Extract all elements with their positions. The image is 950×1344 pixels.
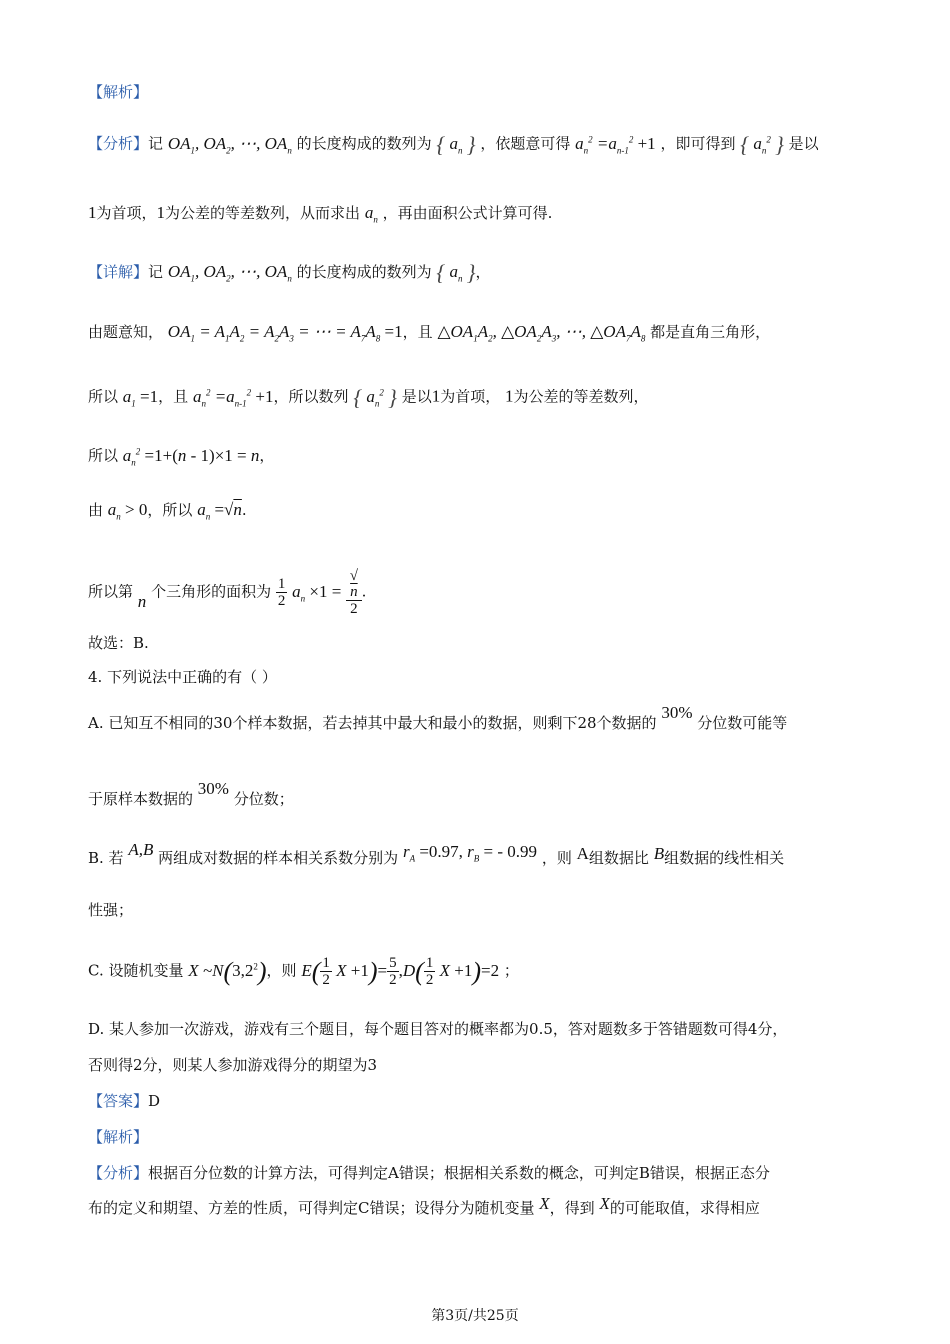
option-b-line-1: B. 若 A,B 两组成对数据的样本相关系数分别为 $r_A =0.97$, $r_B$ = - 0.99 ，则 A组数据比 B组数据的线性相关 [88,840,785,867]
jiexi-tag: 【解析】 [88,83,149,101]
detail-line-1: 【详解】记 $OA_1$, $OA_2$, ⋯, $OA_n$ 的长度构成的数列为 { $a_n$ }， [88,260,491,286]
detail-line-6: 所以第 n 个三角形的面积为 $\frac{1}{2}$ $a_n \times 1$ = √ n 2 . [88,568,367,617]
question-4-stem: 4. 下列说法中正确的有（ ） [88,668,277,686]
formula-expectation-variance: E( $\frac{1}{2}$ X +1)= $\frac{5}{2}$ ,D( $\frac{1}{2}$ X +1)=2 [301,955,500,989]
option-b-line-2: 性强； [88,901,134,919]
formula-area: √ n 2 [346,568,362,617]
option-a-line-2: 于原样本数据的 30% 分位数； [88,779,294,808]
detail-line-3: 所以 $a_1 =1$，且 $a_n^2 =a_{n-1}^2 +1$，所以数列 { $a_n^2$ } 是以1为首项， 1为公差的等差数列， [88,384,649,410]
formula-recurrence: $a_n^2 =a_{n-1}^2 +1$ [575,133,656,156]
option-d-line-2: 否则得2分，则某人参加游戏得分的期望为3 [88,1056,378,1074]
formula-an2-equals-n: $a_n^2 =1+(n - 1)\times 1 = n$ [122,445,260,468]
detail-tag: 【详解】 [88,263,149,281]
choice-line: 故选：B. [88,634,149,652]
formula-triangles: $\triangle OA_1A_2$, $\triangle OA_2A_3$, ⋯, $\triangle OA_7A_8$ [437,322,646,344]
option-a-line-1: A. 已知互不相同的30个样本数据，若去掉其中最大和最小的数据，则剩下28个数据的 30% 分位数可能等 [88,703,788,732]
jiexi-tag-2: 【解析】 [88,1128,149,1146]
option-c-line: C. 设随机变量 X $\sim N(3,2^2)$，则 E( $\frac{1}{2}$ X +1)= $\frac{5}{2}$ ,D( $\frac{1}{2}$ X +1)=2 ； [88,955,519,989]
formula-seq-an2: { $a_n^2$ } [740,131,784,157]
detail-line-5: 由 $a_n > 0$，所以 $a_n =√n$. [88,500,247,522]
formula-an-sqrt: $a_n =√n$ [197,500,242,522]
analysis-tag: 【分析】 [88,134,149,153]
q4-analysis-line-2: 布的定义和期望、方差的性质，可得判定C错误；设得分为随机变量 X，得到 X的可能取值，求得相应 [88,1194,760,1217]
analysis-line-2: 1为首项，1为公差的等差数列，从而求出 $a_n$ ，再由面积公式计算可得. [88,203,553,225]
formula-seq-an: { $a_n$ } [436,131,476,157]
q4-analysis-line-1: 【分析】根据百分位数的计算方法，可得判定A错误；根据相关系数的概念，可判定B错误，根据正态分 [88,1164,770,1182]
analysis-line-1: 【分析】记 $OA_1$, $OA_2$, ⋯, $OA_n$ 的长度构成的数列为 { $a_n$ } ，依题意可得 $a_n^2 =a_{n-1}^2 +1$ ，即可得到 { $a_n^2$ } 是以 [88,131,819,157]
formula-correlation: $r_A =0.97$, $r_B$ = - 0.99 [402,842,538,864]
formula-normal-dist: X $\sim N(3,2^2)$ [188,956,267,986]
answer-tag: 【答案】 [88,1092,149,1110]
page-footer: 第3页/共25页 [431,1308,519,1324]
formula-oa-list: $OA_1$, $OA_2$, ⋯, $OA_n$ [167,133,292,156]
answer-value: D [148,1092,161,1110]
formula-unit-segments: $OA_1 = A_1A_2 = A_2A_3$ = ⋯ = $A_7A_8 =1$ [167,322,403,344]
formula-an: $a_n$ [364,203,378,225]
detail-line-4: 所以 $a_n^2 =1+(n - 1)\times 1 = n$， [88,445,275,468]
answer-line [88,1090,870,1112]
option-d-line-1: D. 某人参加一次游戏，游戏有三个题目，每个题目答对的概率都为0.5，答对题数多于答错题数可得4分， [88,1020,788,1038]
detail-line-2: 由题意知， $OA_1 = A_1A_2 = A_2A_3$ = ⋯ = $A_7A_8 =1$，且 $\triangle OA_1A_2$, $\triangle OA_2A_3$, ⋯, $\triangle OA_7A_8$ 都是直角三角形， [88,322,771,344]
